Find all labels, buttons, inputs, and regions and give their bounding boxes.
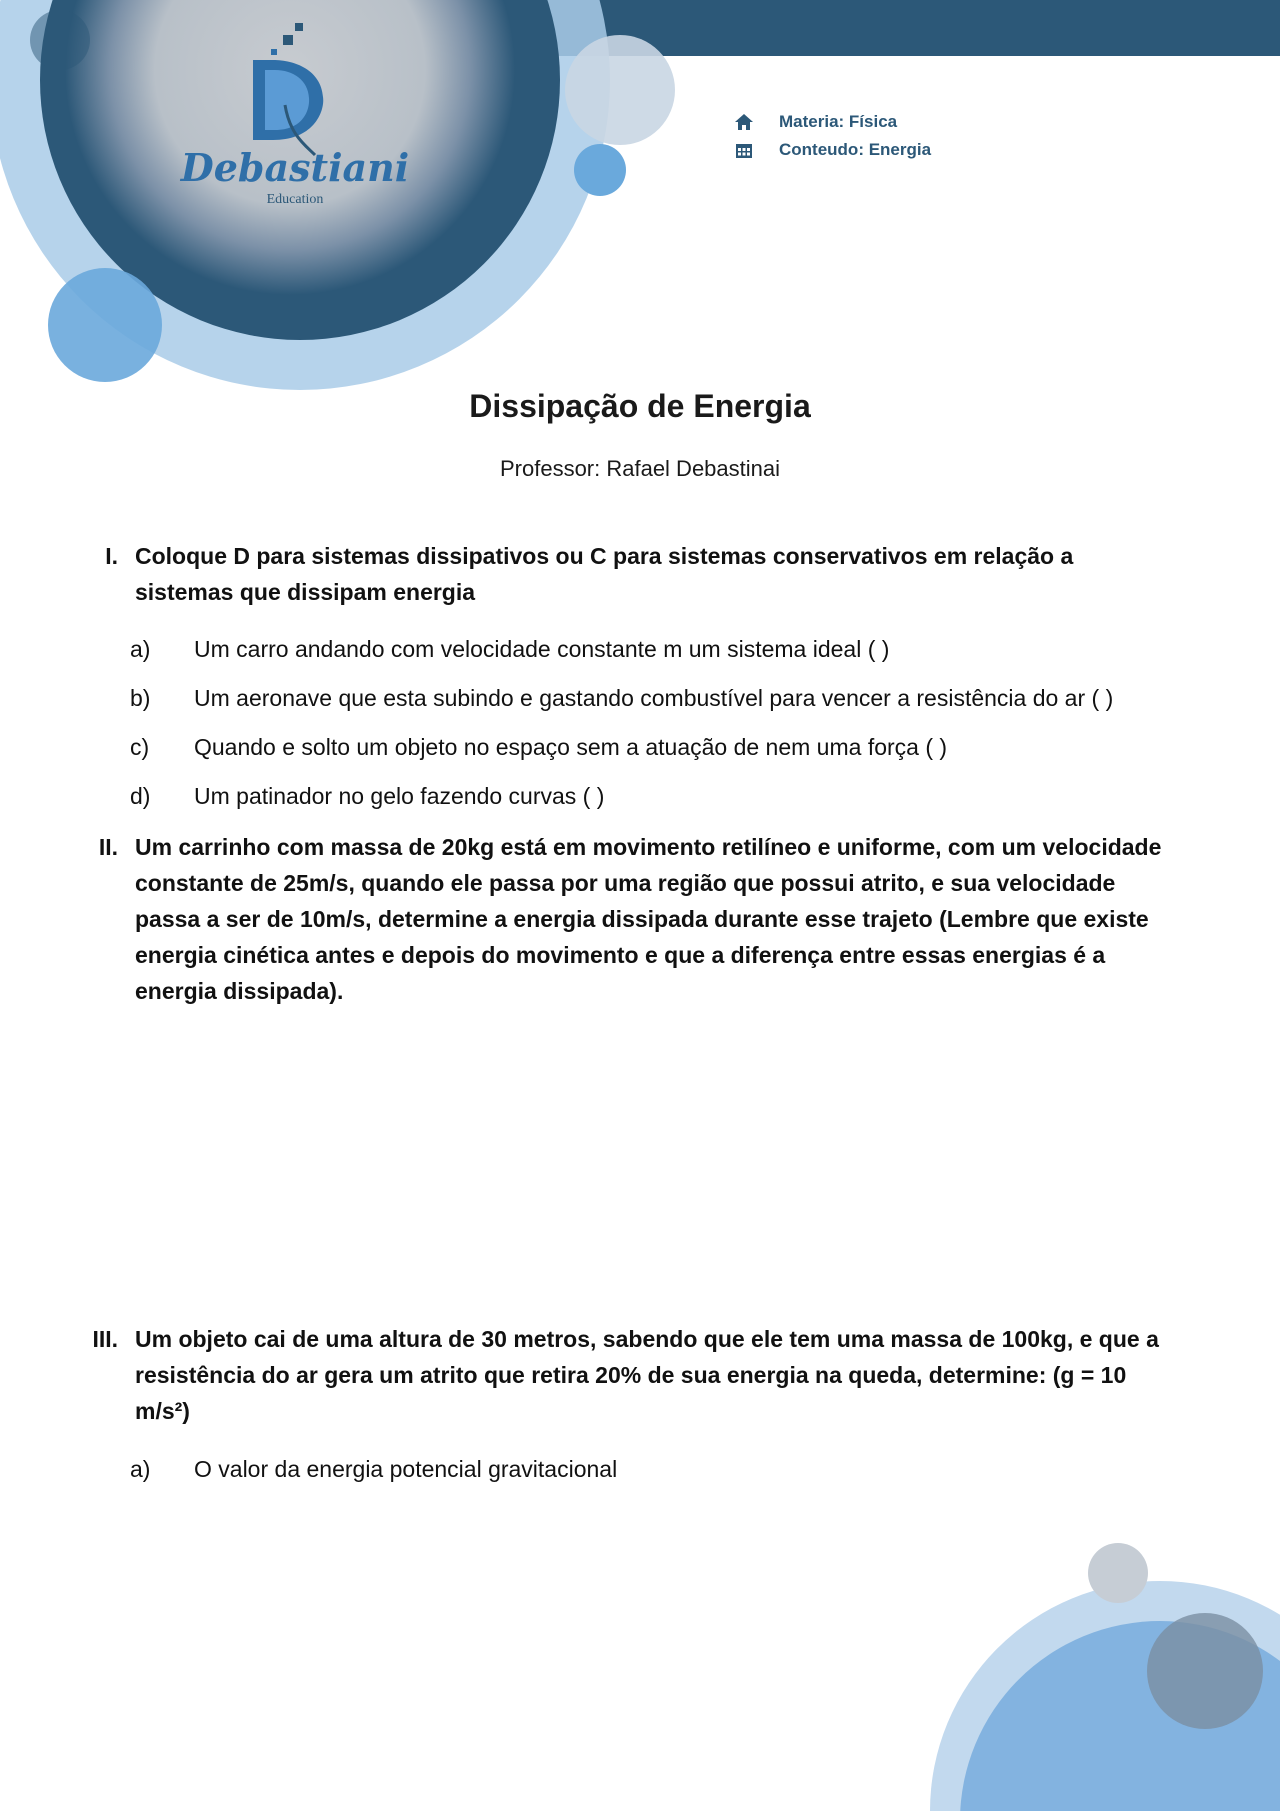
- item-text: Um aeronave que esta subindo e gastando combustível para vencer a resistência do ar ( ): [194, 685, 1114, 711]
- logo: [175, 15, 415, 215]
- professor-name: Professor: Rafael Debastinai: [499, 456, 781, 481]
- logo-subtext: Education: [266, 192, 324, 207]
- subject-label: Materia: Física: [779, 112, 898, 131]
- home-icon: [733, 113, 755, 131]
- question-text: Um carrinho com massa de 20kg está em movimento retilíneo e uniforme, com um velocidade constante de 25m/s, quando ele passa por uma região que possui atrito, e sua velocidade passa a ser de 10m/s, determine a energia dissipada durante esse trajeto (Lembre que existe energia cinética antes e depois do movimento e que a diferença entre essas energias é a energia dissipada).: [135, 834, 1162, 1004]
- item-letter: d): [130, 783, 151, 809]
- item-text: Um carro andando com velocidade constante m um sistema ideal ( ): [194, 636, 890, 662]
- question-text: Um objeto cai de uma altura de 30 metros, sabendo que ele tem uma massa de 100kg, e que a resistência do ar gera um atrito que retira 20% de sua energia na queda, determine: (g = 10 m/s²): [135, 1326, 1159, 1424]
- question-number: III.: [92, 1326, 118, 1352]
- item-letter: b): [130, 685, 151, 711]
- list-item: [130, 732, 947, 762]
- subject-row: [733, 108, 931, 136]
- calendar-icon: [733, 141, 755, 159]
- content-row: [733, 136, 931, 164]
- list-item: [130, 634, 889, 664]
- item-letter: a): [130, 636, 151, 662]
- logo-text: Debastiani: [180, 145, 410, 190]
- corner-circle-decoration: [920, 1521, 1280, 1811]
- question-number: II.: [98, 834, 118, 860]
- list-item: [130, 1454, 617, 1484]
- item-text: O valor da energia potencial gravitacional: [194, 1456, 618, 1482]
- item-text: Quando e solto um objeto no espaço sem a atuação de nem uma força ( ): [194, 734, 948, 760]
- course-info: [733, 108, 931, 164]
- page-title: Dissipação de Energia: [469, 388, 811, 424]
- item-letter: c): [130, 734, 150, 760]
- content-label: Conteudo: Energia: [779, 140, 932, 159]
- question-number: I.: [105, 543, 118, 569]
- list-item: [130, 781, 604, 811]
- list-item: [130, 683, 1113, 713]
- item-letter: a): [130, 1456, 151, 1482]
- question-text: Coloque D para sistemas dissipativos ou C para sistemas conservativos em relação a sistemas que dissipam energia: [135, 543, 1074, 605]
- item-text: Um patinador no gelo fazendo curvas ( ): [194, 783, 605, 809]
